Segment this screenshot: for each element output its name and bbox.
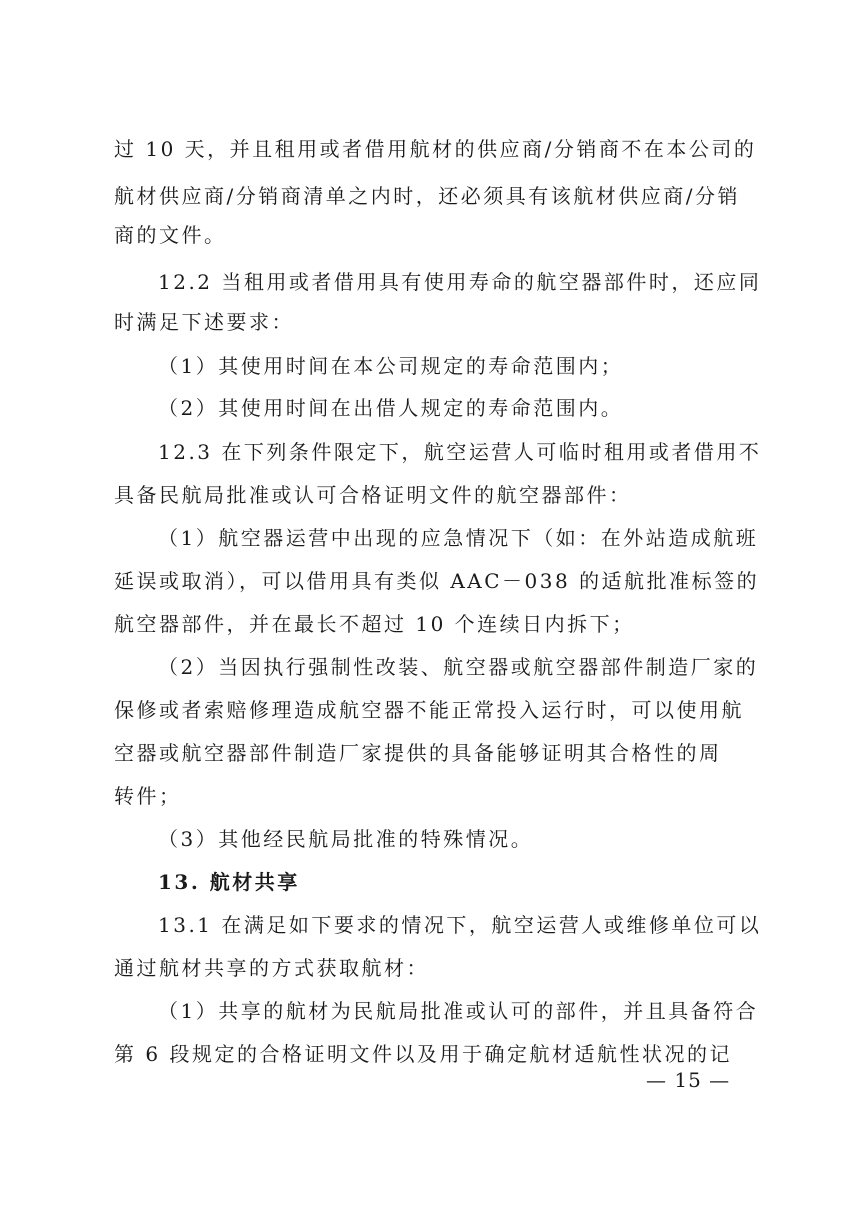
text-line: 空器或航空器部件制造厂家提供的具备能够证明其合格性的周 [114, 741, 722, 765]
text-line: 过 10 天，并且租用或者借用航材的供应商/分销商不在本公司的 [114, 137, 757, 161]
text-line: 12.3 在下列条件限定下，航空运营人可临时租用或者借用不 [158, 440, 762, 464]
text-line: （2）其使用时间在出借人规定的寿命范围内。 [158, 396, 624, 420]
page-number: — 15 — [646, 1068, 731, 1092]
text-line: 13.1 在满足如下要求的情况下，航空运营人或维修单位可以 [158, 913, 762, 937]
text-line: 航材供应商/分销商清单之内时，还必须具有该航材供应商/分销 [114, 184, 740, 208]
text-line: 第 6 段规定的合格证明文件以及用于确定航材适航性状况的记 [114, 1042, 732, 1066]
text-line: （2）当因执行强制性改装、航空器或航空器部件制造厂家的 [158, 655, 759, 679]
text-line: 延误或取消），可以借用具有类似 AAC－038 的适航批准标签的 [114, 569, 760, 593]
text-line: 商的文件。 [114, 223, 227, 247]
text-line: 通过航材共享的方式获取航材： [114, 956, 429, 980]
text-line: 航空器部件，并在最长不超过 10 个连续日内拆下； [114, 612, 635, 636]
text-line: 保修或者索赔修理造成航空器不能正常投入运行时，可以使用航 [114, 698, 744, 722]
text-line: （1）航空器运营中出现的应急情况下（如：在外站造成航班 [158, 526, 759, 550]
text-line: （3）其他经民航局批准的特殊情况。 [158, 827, 534, 851]
section-heading: 13. 航材共享 [158, 870, 300, 894]
text-line: （1）共享的航材为民航局批准或认可的部件，并且具备符合 [158, 999, 759, 1023]
text-line: 时满足下述要求： [114, 310, 294, 334]
text-line: 12.2 当租用或者借用具有使用寿命的航空器部件时，还应同 [158, 270, 762, 294]
text-line: 转件； [114, 784, 182, 808]
text-line: （1）其使用时间在本公司规定的寿命范围内； [158, 354, 624, 378]
text-line: 具备民航局批准或认可合格证明文件的航空器部件： [114, 483, 632, 507]
